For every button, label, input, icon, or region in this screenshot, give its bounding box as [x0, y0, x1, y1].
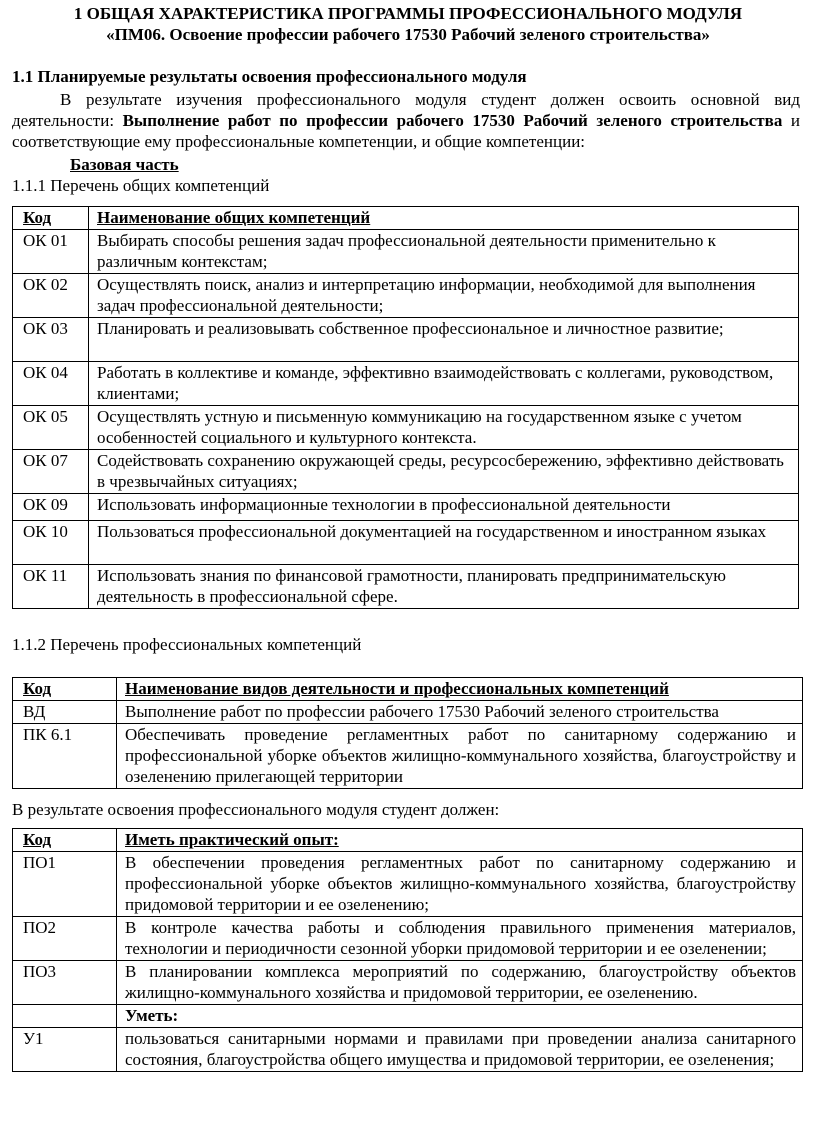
- table-row: [13, 318, 799, 362]
- row-code: ОК 05: [13, 406, 89, 450]
- row-code: ОК 03: [13, 318, 89, 362]
- table-row: [13, 450, 799, 494]
- document-title: [0, 3, 816, 45]
- row-code: ВД: [13, 701, 117, 724]
- row-text: Содействовать сохранению окружающей среды, ресурсосбережению, эффективно действовать в чрезвычайных ситуациях;: [89, 450, 799, 494]
- basic-part-heading: Базовая часть: [70, 155, 179, 174]
- table-row: [13, 1028, 803, 1072]
- row-code: ОК 11: [13, 565, 89, 609]
- learning-results-table: [12, 828, 803, 1072]
- header-name: Наименование общих компетенций: [89, 207, 799, 230]
- row-text: Осуществлять устную и письменную коммуникацию на государственном языке с учетом особенностей социального и культурного контекста.: [89, 406, 799, 450]
- row-code: ПО1: [13, 852, 117, 917]
- row-text: Использовать информационные технологии в профессиональной деятельности: [89, 494, 799, 521]
- row-code: ОК 01: [13, 230, 89, 274]
- table-row: [13, 917, 803, 961]
- intro-text-1: В результате изучения профессионального модуля студент должен освоить основной вид деятельности:: [12, 90, 800, 130]
- row-text: Обеспечивать проведение регламентных работ по санитарному содержанию и профессиональной уборке объектов жилищно-коммунального хозяйства, благоустройству и озеленению прилегающей территории: [117, 724, 803, 789]
- table-row: [13, 1005, 803, 1028]
- row-text: Использовать знания по финансовой грамотности, планировать предпринимательскую деятельность в профессиональной сфере.: [89, 565, 799, 609]
- row-text: пользоваться санитарными нормами и правилами при проведении анализа санитарного состояния, благоустройства общего имущества и придомовой территории, ее озеленения;: [117, 1028, 803, 1072]
- row-code: ОК 04: [13, 362, 89, 406]
- practice-heading: Иметь практический опыт:: [117, 829, 803, 852]
- intro-text-2: и соответствующие ему профессиональные компетенции, и общие компетенции:: [12, 111, 800, 151]
- professional-competencies-heading: 1.1.2 Перечень профессиональных компетенций: [12, 635, 362, 654]
- row-code-empty: [13, 1005, 117, 1028]
- general-competencies-table: [12, 206, 799, 609]
- intro-activity-bold: Выполнение работ по профессии рабочего 17530 Рабочий зеленого строительства: [122, 111, 783, 130]
- table-row: [13, 565, 799, 609]
- title-line-1: 1 ОБЩАЯ ХАРАКТЕРИСТИКА ПРОГРАММЫ ПРОФЕССИОНАЛЬНОГО МОДУЛЯ: [73, 4, 743, 23]
- table-row: [13, 362, 799, 406]
- table-row: [13, 406, 799, 450]
- table-row: [13, 852, 803, 917]
- general-competencies-heading: 1.1.1 Перечень общих компетенций: [12, 176, 270, 195]
- table-header-row: [13, 678, 803, 701]
- table-header-row: [13, 207, 799, 230]
- row-code: ПО2: [13, 917, 117, 961]
- title-line-2: «ПМ06. Освоение профессии рабочего 17530 Рабочий зеленого строительства»: [106, 25, 710, 44]
- table-row: [13, 701, 803, 724]
- skills-heading: Уметь:: [117, 1005, 803, 1028]
- header-name: Наименование видов деятельности и профессиональных компетенций: [117, 678, 803, 701]
- row-code: ОК 09: [13, 494, 89, 521]
- header-code: Код: [13, 207, 89, 230]
- row-code: ОК 07: [13, 450, 89, 494]
- row-text: Работать в коллективе и команде, эффективно взаимодействовать с коллегами, руководством, клиентами;: [89, 362, 799, 406]
- table-row: [13, 230, 799, 274]
- table-row: [13, 521, 799, 565]
- header-code: Код: [13, 678, 117, 701]
- row-code: ПО3: [13, 961, 117, 1005]
- results-intro: В результате освоения профессионального модуля студент должен:: [12, 800, 500, 819]
- row-text: Выполнение работ по профессии рабочего 17530 Рабочий зеленого строительства: [117, 701, 803, 724]
- row-text: Выбирать способы решения задач профессиональной деятельности применительно к различным контекстам;: [89, 230, 799, 274]
- row-code: У1: [13, 1028, 117, 1072]
- row-text: Планировать и реализовывать собственное профессиональное и личностное развитие;: [89, 318, 799, 362]
- intro-paragraph: [12, 89, 800, 152]
- table-row: [13, 274, 799, 318]
- header-code: Код: [13, 829, 117, 852]
- row-code: ОК 02: [13, 274, 89, 318]
- row-text: В контроле качества работы и соблюдения правильного применения материалов, технологии и периодичности сезонной уборки придомовой территории и ее озеленении;: [117, 917, 803, 961]
- section-heading: 1.1 Планируемые результаты освоения профессионального модуля: [12, 67, 527, 86]
- table-row: [13, 494, 799, 521]
- table-header-row: [13, 829, 803, 852]
- row-text: Осуществлять поиск, анализ и интерпретацию информации, необходимой для выполнения задач профессиональной деятельности;: [89, 274, 799, 318]
- table-row: [13, 961, 803, 1005]
- row-text: В обеспечении проведения регламентных работ по санитарному содержанию и профессиональной уборке объектов жилищно-коммунального хозяйства, благоустройству придомовой территории и ее озеленению;: [117, 852, 803, 917]
- row-text: В планировании комплекса мероприятий по содержанию, благоустройству объектов жилищно-коммунального хозяйства и придомовой территории, ее озеленению.: [117, 961, 803, 1005]
- professional-competencies-table: [12, 677, 803, 789]
- row-code: ПК 6.1: [13, 724, 117, 789]
- row-text: Пользоваться профессиональной документацией на государственном и иностранном языках: [89, 521, 799, 565]
- row-code: ОК 10: [13, 521, 89, 565]
- table-row: [13, 724, 803, 789]
